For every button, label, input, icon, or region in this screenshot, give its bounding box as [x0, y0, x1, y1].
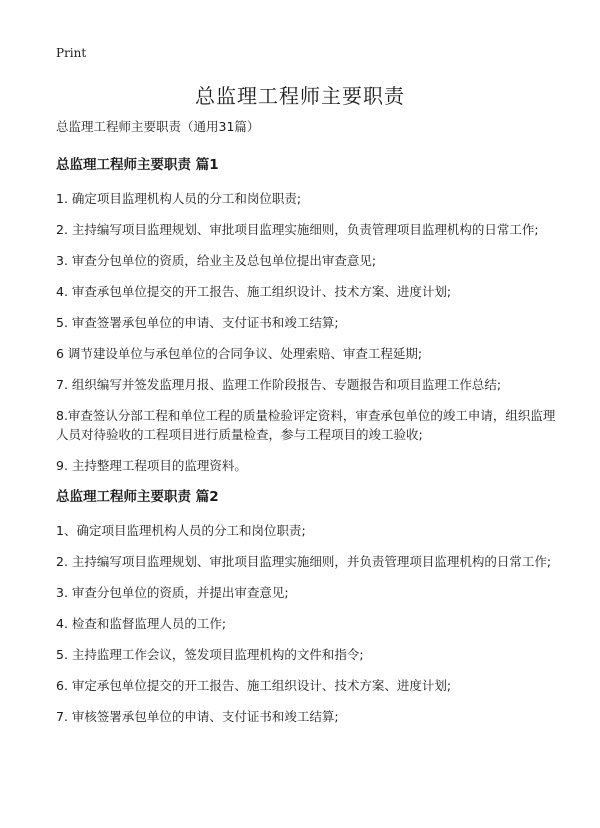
page-title: 总监理工程师主要职责 — [195, 84, 405, 108]
list-item: 6 调节建设单位与承包单位的合同争议、处理索赔、审查工程延期; — [56, 346, 423, 361]
document-subtitle: 总监理工程师主要职责（通用31篇） — [56, 119, 260, 134]
list-item: 1. 确定项目监理机构人员的分工和岗位职责; — [56, 191, 302, 206]
section-heading-2: 总监理工程师主要职责 篇2 — [56, 489, 219, 505]
list-item: 7. 审核签署承包单位的申请、支付证书和竣工结算; — [56, 709, 339, 724]
list-item: 4. 检查和监督监理人员的工作; — [56, 616, 227, 631]
list-item: 7. 组织编写并签发监理月报、监理工作阶段报告、专题报告和项目监理工作总结; — [56, 377, 502, 392]
list-item: 4. 审查承包单位提交的开工报告、施工组织设计、技术方案、进度计划; — [56, 284, 452, 299]
list-item: 8.审查签认分部工程和单位工程的质量检验评定资料，审查承包单位的竣工申请，组织监理人员对待验收的工程项目进行质量检查，参与工程项目的竣工验收; — [56, 408, 556, 442]
list-item: 6. 审定承包单位提交的开工报告、施工组织设计、技术方案、进度计划; — [56, 678, 452, 693]
list-item: 3. 审查分包单位的资质，给业主及总包单位提出审查意见; — [56, 253, 377, 268]
list-item: 3. 审查分包单位的资质，并提出审查意见; — [56, 585, 289, 600]
section-2-list — [56, 521, 556, 726]
section-heading-1: 总监理工程师主要职责 篇1 — [56, 157, 219, 173]
list-item: 1、确定项目监理机构人员的分工和岗位职责; — [56, 523, 306, 538]
list-item: 5. 审查签署承包单位的申请、支付证书和竣工结算; — [56, 315, 339, 330]
list-item: 2. 主持编写项目监理规划、审批项目监理实施细则，并负责管理项目监理机构的日常工作; — [56, 554, 552, 569]
list-item: 5. 主持监理工作会议，签发项目监理机构的文件和指令; — [56, 647, 364, 662]
print-label: Print — [56, 46, 87, 60]
document-body — [56, 117, 556, 738]
list-item: 9. 主持整理工程项目的监理资料。 — [56, 458, 247, 473]
section-1-list — [56, 189, 556, 475]
list-item: 2. 主持编写项目监理规划、审批项目监理实施细则，负责管理项目监理机构的日常工作; — [56, 222, 539, 237]
